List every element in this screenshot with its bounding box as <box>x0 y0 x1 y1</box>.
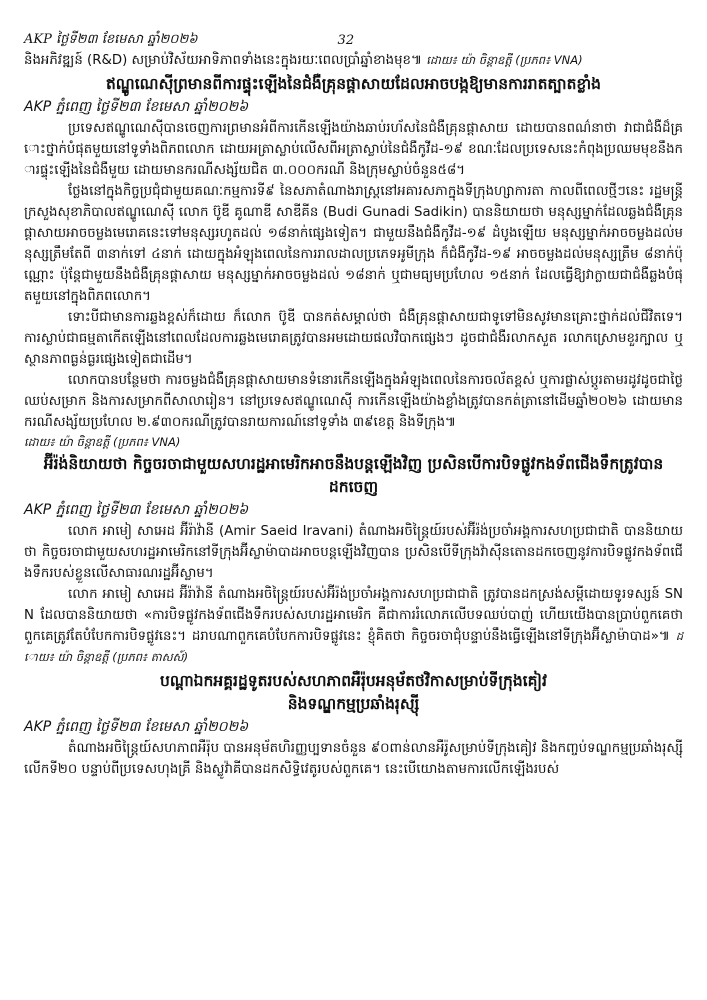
header-date: AKP ថ្ងៃទី២៣ ខែមេសា ឆ្នាំ២០២៦ <box>24 31 198 47</box>
page-number: 32 <box>337 32 355 48</box>
article-byline: ដោយ៖ យ៉ា ចិន្តាឧត្តី (ប្រភព៖ តាសស៍) <box>24 629 683 664</box>
article-paragraph: តំណាងអចិន្ត្រៃយ៍សហភាពអឺរ៉ុប បានអនុម័តហិរញ្ញប្បទានចំនួន ៩០ពាន់លានអឺរ៉ូសម្រាប់ទីក្រុងគៀវ និងកញ្ចប់ទណ្ឌកម្មប្រឆាំងរុស្ស៊ីលើកទី២០ បន្ទាប់ពីប្រទេសហុងគ្រី និងស្លូវ៉ាគីបានដកសិទ្ធិវេតូរបស់ពួកគេ។ នេះបើយោងតាមការលើកឡើងរបស់ <box>24 741 683 777</box>
article-paragraph: ប្រទេសឥណ្ឌូណេស៊ីបានចេញការព្រមានអំពីការកើនឡើងយ៉ាងឆាប់រហ័សនៃជំងឺគ្រុនផ្តាសាយ ដោយបានពណ៌នាថា វាជាជំងឺដ៏គ្រោះថ្នាក់បំផុតមួយនៅទូទាំងពិភពលោក ដោយអត្រាស្លាប់លើសពីអត្រាស្លាប់នៃជំងឺកូវីដ-១៩ ខណៈដែលប្រទេសនេះកំពុងប្រឈមមុខនឹងការផ្ទុះឡើងនៃជំងឺមួយ ដោយមានករណីសង្ស័យជិត ៣.០០០ករណី និងក្រុមស្លាប់ចំនួន៥៨។ <box>24 121 683 178</box>
article-paragraph-text: លោក អាមៀ សាអេដ អ៊ីរ៉ាវ៉ានី តំណាងអចិន្ត្រៃយ៍របស់អ៊ីរ៉ង់ប្រចាំអង្គការសហប្រជាជាតិ ត្រូវបានដកស្រង់សម្តីដោយទូរទស្សន៍ SNN ដែលបាននិយាយថា «ការបិទផ្លូវកងទ័ពជើងទឹករបស់សហរដ្ឋអាមេរិក គឺជាការរំលោភលើបទឈប់បាញ់ ហើយយើងបានប្រាប់ពួកគេថា ពួកគេត្រូវតែបំបែកការបិទផ្លូវនេះ។ ដរាបណាពួកគេបំបែកការបិទផ្លូវនេះ ខ្ញុំគិតថា កិច្ចចរចាជុំបន្ទាប់នឹងធ្វើឡើងនៅទីក្រុងអ៊ីស្លាម៉ាបាដ»៕ <box>24 587 683 644</box>
article-paragraph <box>24 584 683 668</box>
previous-article-text: និងអភិវឌ្ឍន៍ (R&D) សម្រាប់វិស័យអាទិភាពទាំងនេះក្នុងរយៈពេលប្រាំឆ្នាំខាងមុខ៕ <box>24 53 423 68</box>
article-byline: ដោយ៖ យ៉ា ចិន្តាឧត្តី (ប្រភព៖ VNA) <box>24 435 181 449</box>
page-header <box>24 30 683 50</box>
article-dateline: AKP ភ្នំពេញ ថ្ងៃទី២៣ ខែមេសា ឆ្នាំ២០២៦ <box>24 502 249 518</box>
article-paragraph: លោក អាមៀ សាអេដ អ៊ីរ៉ាវ៉ានី (Amir Saeid Iravani) តំណាងអចិន្ត្រៃយ៍របស់អ៊ីរ៉ង់ប្រចាំអង្គការសហប្រជាជាតិ បាននិយាយថា កិច្ចចរចាជាមួយសហរដ្ឋអាមេរិកនៅទីក្រុងអ៊ីស្លាម៉ាបាដអាចបន្តឡើងវិញបាន ប្រសិនបើទីក្រុងវ៉ាស៊ីនតោនដកចេញនូវការបិទផ្លូវកងទ័ពជើងទឹករបស់ខ្លួនលើសាធារណរដ្ឋអ៊ីស្លាម។ <box>24 524 683 581</box>
article-paragraph: ថ្លែងនៅក្នុងកិច្ចប្រជុំជាមួយគណៈកម្មការទី៩ នៃសភាតំណាងរាស្ត្រនៅអគារសភាក្នុងទីក្រុងហ្សាការតា កាលពីពេលថ្មីៗនេះ រដ្ឋមន្ត្រីក្រសួងសុខាភិបាលឥណ្ឌូណេស៊ី លោក ប៊ូឌី គូណាឌី សាឌីគីន (Budi Gunadi Sadikin) បាននិយាយថា មនុស្សម្នាក់ដែលឆ្លងជំងឺគ្រុនផ្តាសាយអាចចម្លងមេរោគនេះទៅមនុស្សរហូតដល់ ១៨នាក់ផ្សេងទៀត។ ជាមួយនឹងជំងឺកូវីដ-១៩ ដំបូងឡើយ មនុស្សម្នាក់អាចចម្លងដល់មនុស្សត្រឹមតែពី ៣នាក់ទៅ ៤នាក់ ដោយក្នុងអំឡុងពេលនៃការរាលដាលប្រភេទអូមីក្រុង ក៏ជំងឺកូវីដ-១៩ អាចចម្លងដល់មនុស្សត្រឹម ៨នាក់ប៉ុណ្ណោះ ប៉ុន្តែជាមួយនឹងជំងឺគ្រុនផ្តាសាយ មនុស្សម្នាក់អាចចម្លងដល់ ១៨នាក់ ឬជាមធ្យមប្រហែល ១៥នាក់ ដែលធ្វើឱ្យវាក្លាយជាជំងឺឆ្លងបំផុតមួយនៅក្នុងពិភពលោក។ <box>24 184 683 304</box>
previous-article-byline: ដោយ៖ យ៉ា ចិន្តាឧត្តី (ប្រភព៖ VNA) <box>426 53 583 67</box>
article-headline-line: បណ្តាឯកអគ្គរដ្ឋទូតរបស់សហភាពអឺរ៉ុបអនុម័តថវិកាសម្រាប់ទីក្រុងគៀវ <box>160 672 547 690</box>
article-paragraph: លោកបានបន្ថែមថា ការចម្លងជំងឺគ្រុនផ្តាសាយមានទំនោរកើនឡើងក្នុងអំឡុងពេលនៃការចល័តខ្ពស់ ឬការផ្លាស់ប្តូរតាមរដូវដូចជាថ្ងៃឈប់សម្រាក និងការសម្រាកពីសាលារៀន។ នៅប្រទេសឥណ្ឌូណេស៊ី ការកើនឡើងយ៉ាងខ្លាំងត្រូវបានកត់ត្រានៅដើមឆ្នាំ២០២៦ ដោយមានករណីសង្ស័យប្រហែល ២.៩៣០ករណីត្រូវបានរាយការណ៍នៅទូទាំង ៣៩ខេត្ត និងទីក្រុង៕ <box>24 373 683 430</box>
article-headline <box>24 670 683 716</box>
article-paragraph: ទោះបីជាមានការឆ្លងខ្ពស់ក៏ដោយ ក៏លោក ប៊ូឌី បានកត់សម្គាល់ថា ជំងឺគ្រុនផ្តាសាយជាទូទៅមិនសូវមានគ្រោះថ្នាក់ដល់ជីវិតទេ។ ការស្លាប់ជាធម្មតាកើតឡើងនៅពេលដែលការឆ្លងមេរោគត្រូវបានអមដោយផលវិបាកផ្សេងៗ ដូចជាជំងឺរលាកសួត រលាកស្រោមខួរក្បាល ឬស្ថានភាពធ្ងន់ធ្ងរផ្សេងទៀតជាដើម។ <box>24 310 683 367</box>
article-dateline: AKP ភ្នំពេញ ថ្ងៃទី២៣ ខែមេសា ឆ្នាំ២០២៦ <box>24 99 249 115</box>
article-eu-kyiv <box>24 670 683 780</box>
article-iran-talks <box>24 453 683 668</box>
article-headline-line: និងទណ្ឌកម្មប្រឆាំងរុស្ស៊ី <box>287 695 420 713</box>
article-indonesia-flu <box>24 73 683 451</box>
article-headline: ឥណ្ឌូណេស៊ីព្រមានពីការផ្ទុះឡើងនៃជំងឺគ្រុនផ្តាសាយដែលអាចបង្កឱ្យមានការរាតត្បាតខ្លាំង <box>105 75 602 93</box>
previous-article-tail <box>24 50 683 71</box>
article-headline: អ៊ីរ៉ង់និយាយថា កិច្ចចរចាជាមួយសហរដ្ឋអាមេរិកអាចនឹងបន្តឡើងវិញ ប្រសិនបើការបិទផ្លូវកងទ័ពជើងទឹកត្រូវបានដកចេញ <box>43 455 664 496</box>
article-dateline: AKP ភ្នំពេញ ថ្ងៃទី២៣ ខែមេសា ឆ្នាំ២០២៦ <box>24 719 249 735</box>
